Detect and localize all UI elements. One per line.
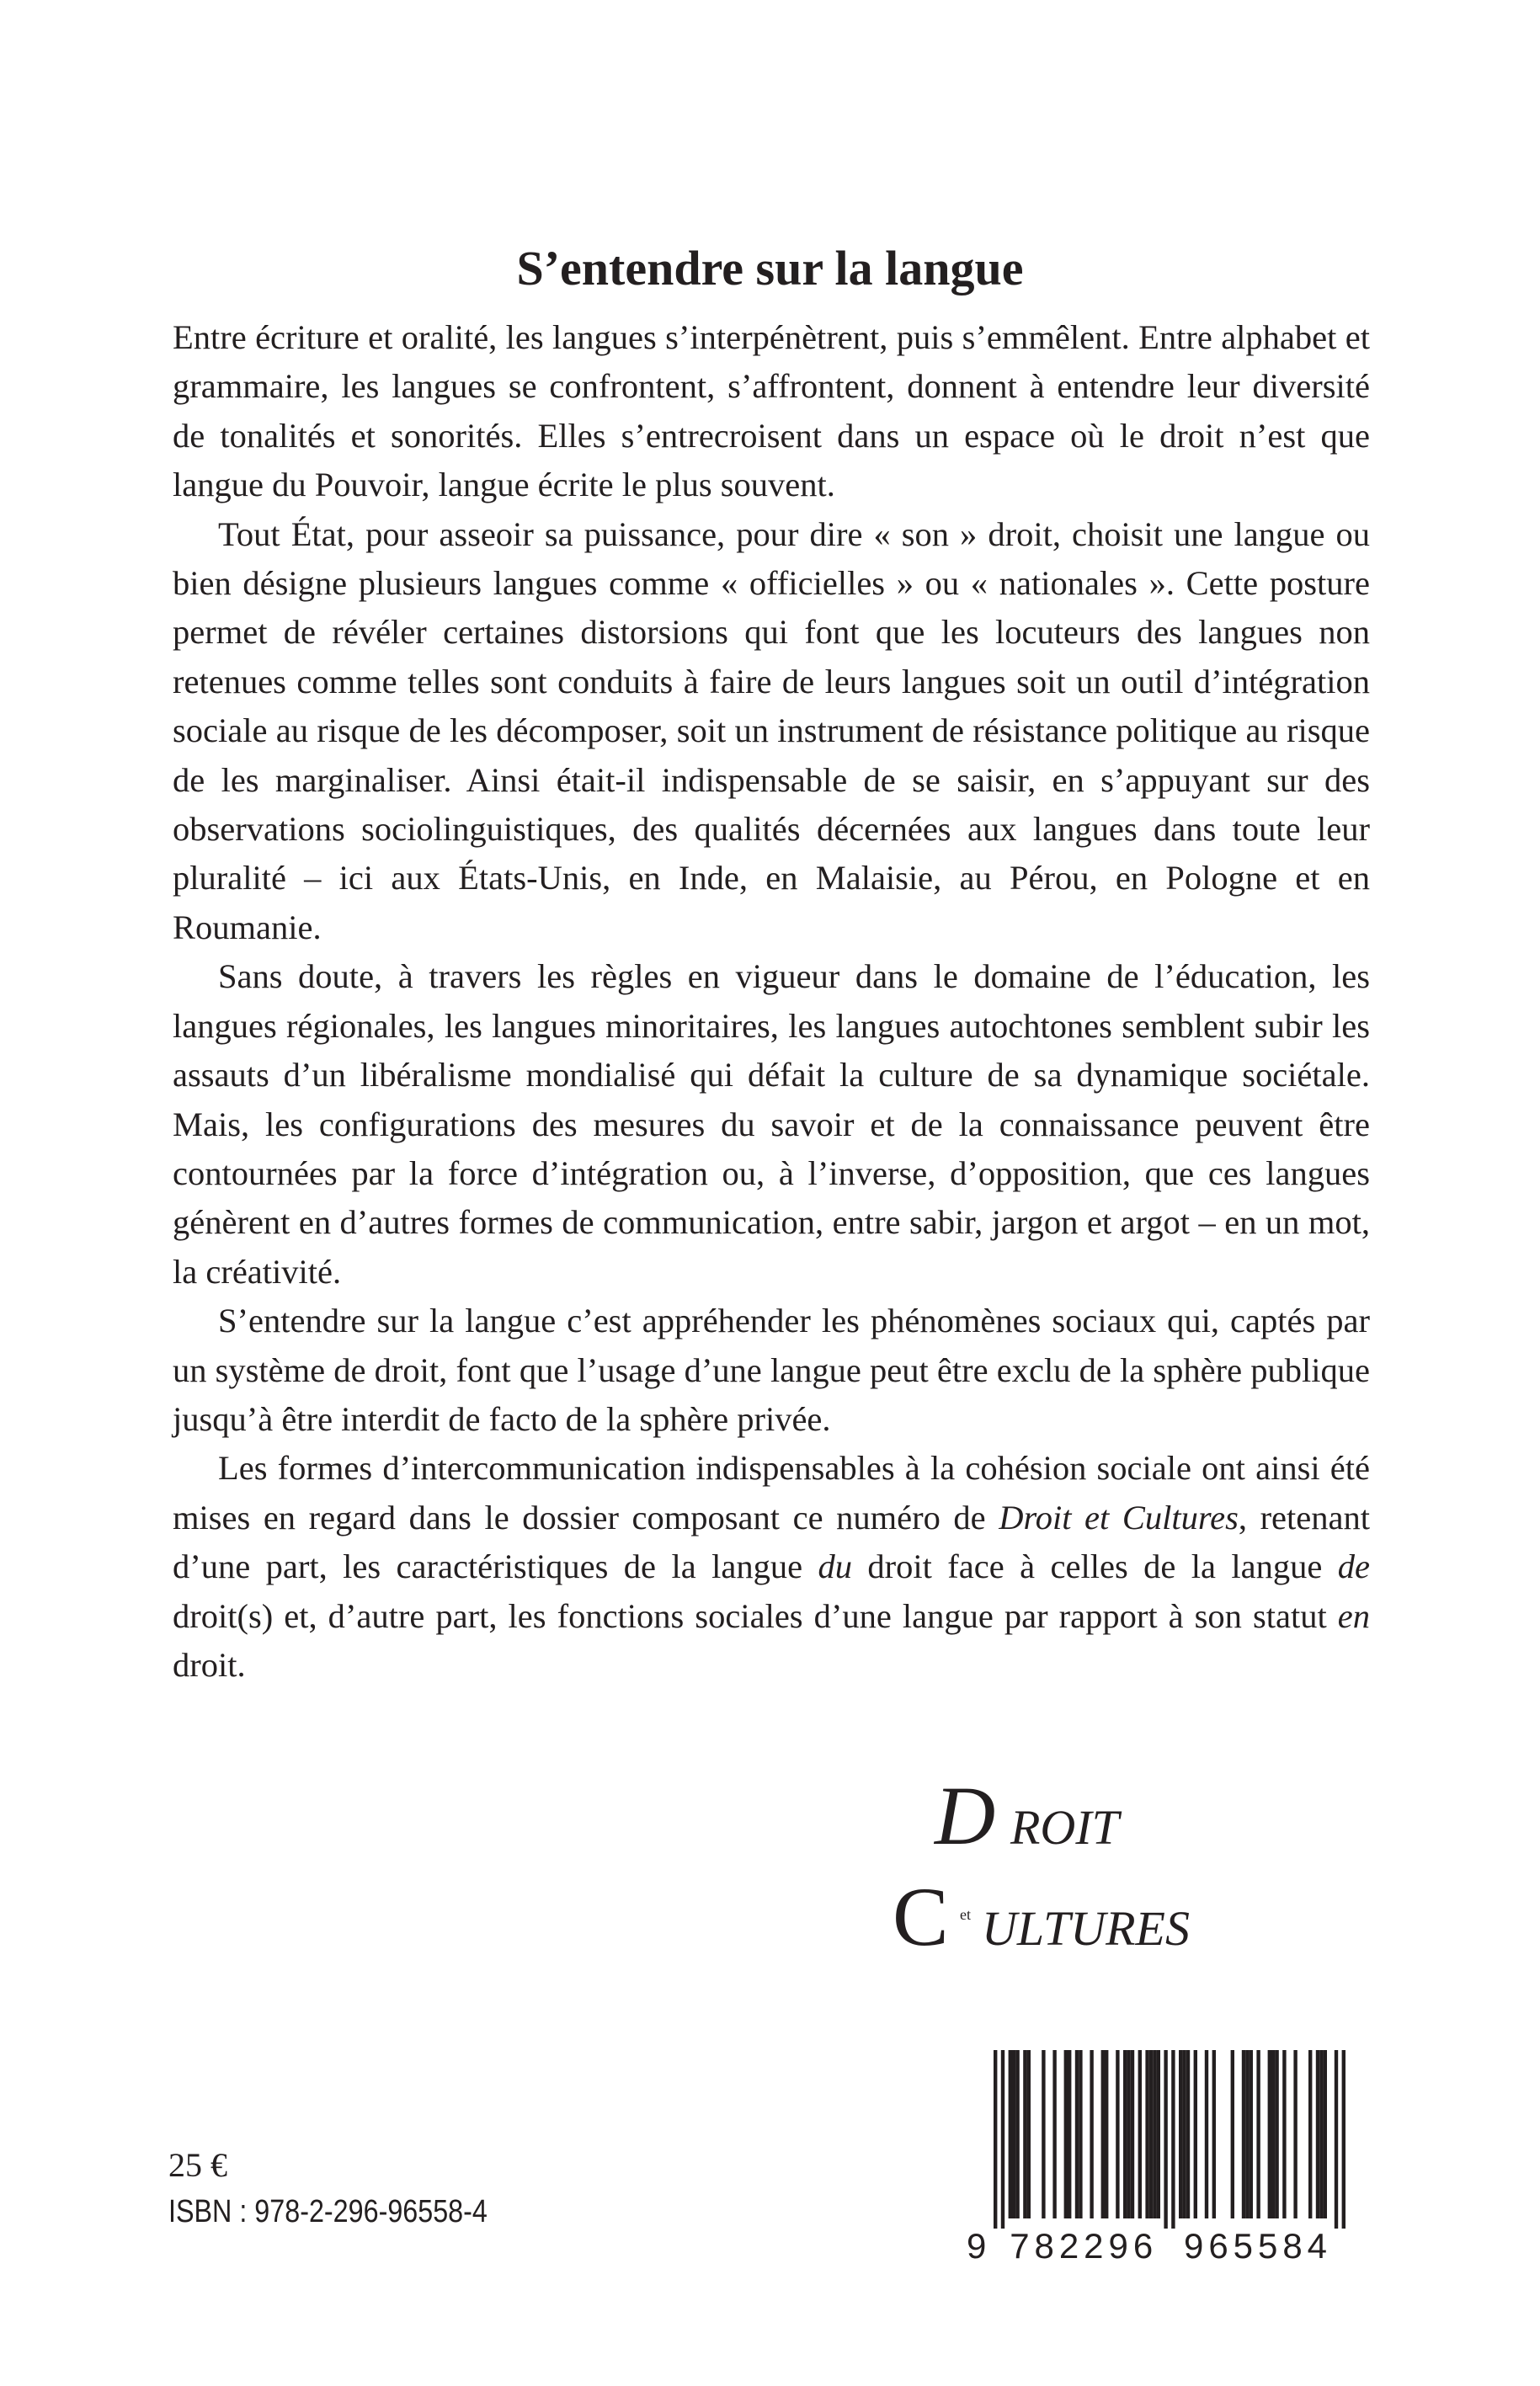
barcode-bar [1271, 2050, 1275, 2218]
barcode-bar [1090, 2050, 1093, 2218]
barcode-bar [1231, 2050, 1234, 2218]
barcode-bar [1105, 2050, 1108, 2218]
barcode-bar [1012, 2050, 1015, 2218]
journal-name: Droit et Cultures [999, 1498, 1239, 1537]
paragraph: Tout État, pour asseoir sa puissance, pour dire « son » droit, choisit une langue ou bien désigne plusieurs langues comme « officielles » ou « nationales ». Cette posture permet de révéler certaines distorsions qui font que les locuteurs des langues non retenues comme telles sont conduits à faire de leurs langues soit un outil d’intégration sociale au risque de les décomposer, soit un instrument de résistance politique au risque de les marginaliser. Ainsi était-il indispensable de se saisir, en s’appuyant sur des observations sociolinguistiques, des qualités décernées aux langues dans toute leur pluralité – ici aux États-Unis, en Inde, en Malaisie, au Pérou, en Pologne et en Roumanie. [173, 514, 1370, 946]
barcode-bar [1027, 2050, 1031, 2218]
barcode-bar [1179, 2050, 1182, 2218]
barcode-digits-right: 965584 [1184, 2226, 1327, 2266]
text: droit(s) et, d’autre part, les fonctions sociales d’une langue par rapport à son statut [173, 1596, 1338, 1635]
barcode-bar [1205, 2050, 1208, 2218]
barcode-bar [1145, 2050, 1148, 2218]
barcode-bar [1123, 2050, 1127, 2218]
paragraph: S’entendre sur la langue c’est appréhender les phénomènes sociaux qui, captés par un système de droit, font que l’usage d’une langue peut être exclu de la sphère publique jusqu’à être interdit de facto de la sphère privée. [173, 1302, 1370, 1438]
paragraph: Entre écriture et oralité, les langues s’interpénètrent, puis s’emmêlent. Entre alphabet et grammaire, les langues se confrontent, s’affrontent, donnent à entendre leur diversité de tonalités et sonorités. Elles s’entrecroisent dans un espace où le droit n’est que langue du Pouvoir, langue écrite le plus souvent. [173, 318, 1370, 504]
isbn: ISBN : 978-2-296-96558-4 [168, 2194, 488, 2229]
barcode-bar [1182, 2050, 1186, 2218]
barcode-digit-first: 9 [967, 2226, 987, 2266]
barcode-bar [1319, 2050, 1323, 2218]
barcode-bar [1308, 2050, 1312, 2218]
barcode-bar [1116, 2050, 1119, 2218]
text: , retenant d’une part, les caractéristiques de la langue [173, 1498, 1370, 1586]
logo-et: et [960, 1906, 971, 1923]
barcode-bar [1194, 2050, 1197, 2218]
text: droit face à celles de la langue [851, 1547, 1338, 1586]
emphasis: de [1337, 1547, 1371, 1586]
barcode-bar [1245, 2050, 1249, 2218]
barcode-bar [1015, 2050, 1019, 2218]
barcode-bar [1242, 2050, 1245, 2218]
barcode-bar [1075, 2050, 1079, 2218]
barcode-bar [1138, 2050, 1142, 2218]
barcode-bar [1001, 2050, 1004, 2229]
paragraph: Sans doute, à travers les règles en vigueur dans le domaine de l’éducation, les langues régionales, les langues minoritaires, les langues autochtones semblent subir les assauts d’un libéralisme mondialisé qui défait la culture de sa dynamique sociétale. Mais, les configurations des mesures du savoir et de la connaissance peuvent être contournées par la force d’intégration ou, à l’inverse, d’opposition, que ces langues génèrent en d’autres formes de communication, entre sabir, jargon et argot – en un mot, la créativité. [173, 957, 1370, 1291]
barcode-bar [1282, 2050, 1286, 2218]
barcode-bar [1149, 2050, 1153, 2218]
barcode-bar [1186, 2050, 1190, 2218]
barcode-bar [1009, 2050, 1012, 2218]
emphasis: du [818, 1547, 852, 1586]
logo-word-cultures: ULTURES [982, 1901, 1190, 1956]
barcode-bar [1268, 2050, 1271, 2218]
paragraph [173, 1444, 1370, 1690]
barcode-bar [1064, 2050, 1068, 2218]
logo-word-droit: ROIT [1010, 1800, 1119, 1855]
barcode-bar [1023, 2050, 1026, 2218]
droit-et-cultures-logo [876, 1755, 1246, 1966]
barcode-bar [1079, 2050, 1082, 2218]
barcode-bar [1068, 2050, 1071, 2218]
barcode-bar [1171, 2050, 1175, 2229]
back-cover-text [173, 313, 1370, 1690]
text: Les formes d’intercommunication indispensables à la cohésion sociale ont ainsi été mises en regard dans le dossier composant ce numéro de [173, 1449, 1370, 1537]
barcode-bar [1316, 2050, 1319, 2218]
barcode-bar [1127, 2050, 1130, 2218]
barcode-bar [1101, 2050, 1105, 2218]
barcode-bar [1052, 2050, 1056, 2218]
price: 25 € [168, 2146, 227, 2184]
logo-initial-c: C [893, 1870, 949, 1963]
barcode-bar [1250, 2050, 1253, 2218]
emphasis: en [1337, 1596, 1370, 1635]
barcode-bar [1342, 2050, 1346, 2229]
barcode-bar [1212, 2050, 1216, 2218]
barcode-bar [1293, 2050, 1297, 2218]
barcode-bar [1157, 2050, 1160, 2218]
barcode-bar [1153, 2050, 1156, 2218]
barcode-digits-left: 782296 [1010, 2226, 1154, 2266]
barcode-bar [1164, 2050, 1167, 2229]
book-title: S’entendre sur la langue [516, 241, 1024, 296]
text: droit. [173, 1645, 246, 1684]
barcode-bar [1131, 2050, 1134, 2218]
barcode-bar [1335, 2050, 1338, 2229]
barcode-bar [1256, 2050, 1260, 2218]
isbn-barcode [951, 2046, 1356, 2273]
logo-initial-d: D [935, 1769, 996, 1862]
barcode-bar [1042, 2050, 1045, 2218]
barcode-bar [994, 2050, 997, 2229]
barcode-bar [1275, 2050, 1278, 2218]
barcode-bar [1324, 2050, 1327, 2218]
